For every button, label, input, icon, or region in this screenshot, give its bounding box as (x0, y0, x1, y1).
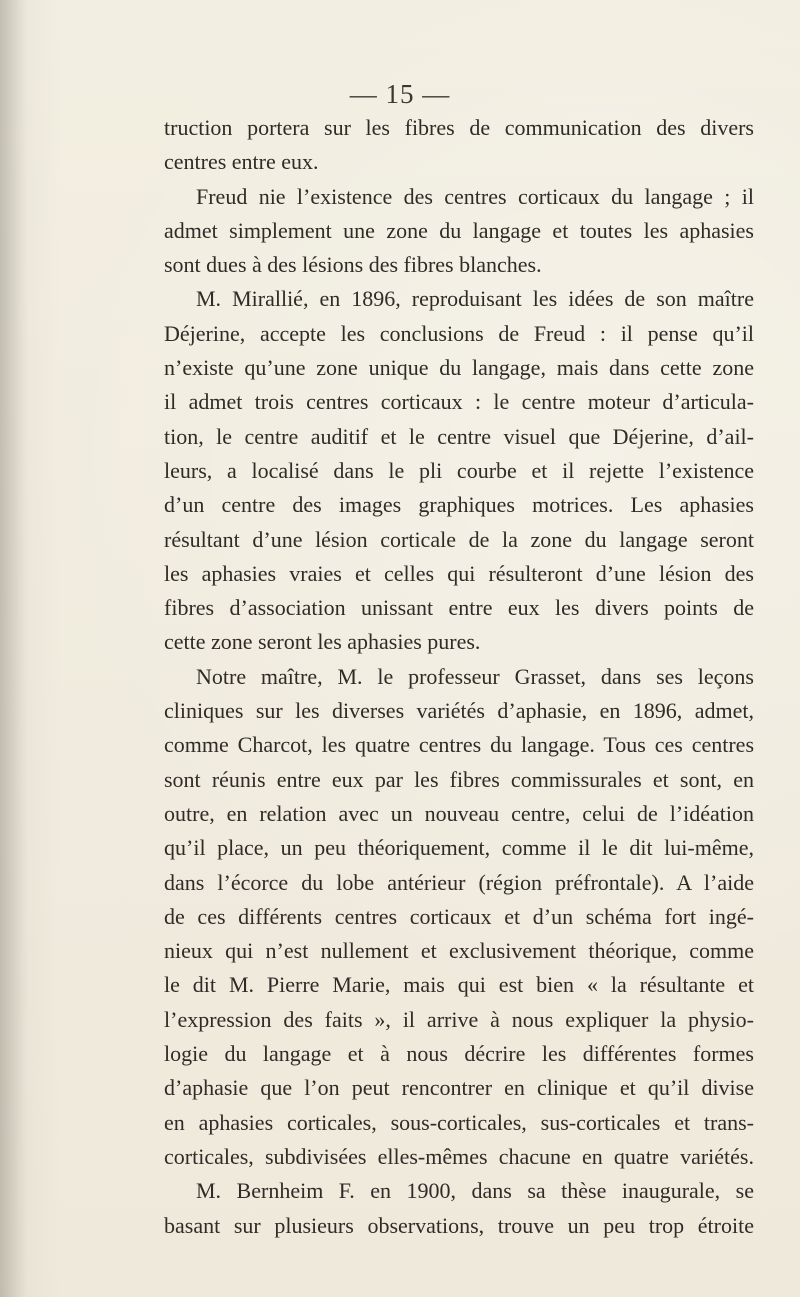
text-line: d’aphasie que l’on peut rencontrer en clinique et qu’il divise (164, 1075, 754, 1101)
body-text (164, 111, 754, 1243)
page-binding-shadow (0, 0, 28, 1297)
text-line: nieux qui n’est nullement et exclusivement théorique, comme (164, 938, 754, 964)
text-line: d’un centre des images graphiques motrices. Les aphasies (164, 492, 754, 518)
page-number: — 15 — (349, 79, 451, 109)
text-line: résultant d’une lésion corticale de la zone du langage seront (164, 526, 754, 552)
text-line: Notre maître, M. le professeur Grasset, dans ses leçons (196, 663, 754, 689)
text-line: truction portera sur les fibres de communication des divers (164, 115, 754, 140)
text-line: basant sur plusieurs observations, trouve un peu trop étroite (164, 1212, 754, 1238)
text-line: sont dues à des lésions des fibres blanches. (164, 252, 542, 278)
text-line: les aphasies vraies et celles qui résulteront d’une lésion des (164, 560, 754, 586)
text-line: tion, le centre auditif et le centre visuel que Déjerine, d’ail- (164, 423, 754, 449)
text-line: centres entre eux. (164, 149, 319, 175)
text-line: il admet trois centres corticaux : le centre moteur d’articula- (164, 389, 754, 415)
text-line: logie du langage et à nous décrire les différentes formes (164, 1041, 754, 1067)
text-line: fibres d’association unissant entre eux les divers points de (164, 595, 754, 621)
text-line: comme Charcot, les quatre centres du langage. Tous ces centres (164, 732, 754, 758)
text-line: corticales, subdivisées elles-mêmes chacune en quatre variétés. (164, 1143, 754, 1169)
text-line: en aphasies corticales, sous-corticales, sus-corticales et trans- (164, 1109, 754, 1135)
text-line: dans l’écorce du lobe antérieur (région préfrontale). A l’aide (164, 869, 754, 895)
text-line: de ces différents centres corticaux et d’un schéma fort ingé- (164, 903, 754, 929)
text-line: admet simplement une zone du langage et toutes les aphasies (164, 217, 754, 243)
text-line: cette zone seront les aphasies pures. (164, 629, 481, 655)
text-line: Déjerine, accepte les conclusions de Freud : il pense qu’il (164, 320, 754, 346)
text-line: M. Mirallié, en 1896, reproduisant les idées de son maître (196, 286, 754, 312)
text-line: cliniques sur les diverses variétés d’aphasie, en 1896, admet, (164, 698, 754, 724)
text-line: l’expression des faits », il arrive à nous expliquer la physio- (164, 1006, 754, 1032)
text-line: n’existe qu’une zone unique du langage, mais dans cette zone (164, 355, 754, 381)
text-line: leurs, a localisé dans le pli courbe et il rejette l’existence (164, 457, 754, 483)
text-line: Freud nie l’existence des centres corticaux du langage ; il (196, 183, 754, 209)
text-line: sont réunis entre eux par les fibres commissurales et sont, en (164, 766, 754, 792)
text-line: outre, en relation avec un nouveau centre, celui de l’idéation (164, 800, 754, 826)
text-line: le dit M. Pierre Marie, mais qui est bien « la résultante et (164, 972, 754, 998)
text-line: M. Bernheim F. en 1900, dans sa thèse inaugurale, se (196, 1178, 754, 1204)
text-line: qu’il place, un peu théoriquement, comme il le dit lui-même, (164, 835, 754, 861)
